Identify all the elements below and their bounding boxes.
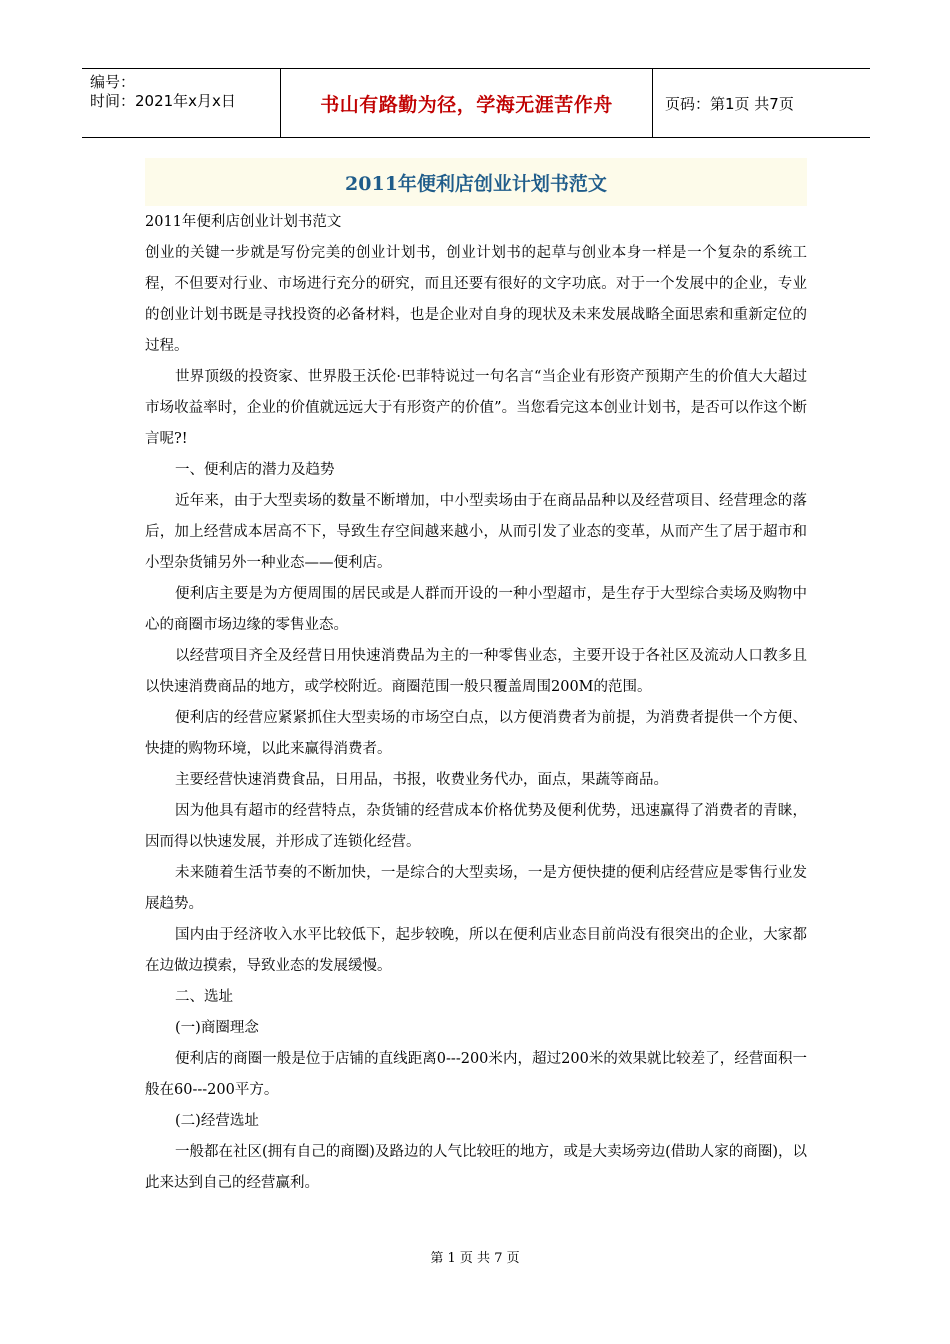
body-paragraph: 以经营项目齐全及经营日用快速消费品为主的一种零售业态，主要开设于各社区及流动人口教多且以快速消费商品的地方，或学校附近。商圈范围一般只覆盖周围200M的范围。 [145, 648, 807, 695]
header-left-cell [82, 69, 280, 137]
number-label: 编号： [90, 73, 136, 91]
title-band [145, 158, 807, 206]
subsection-heading: (一)商圈理念 [175, 1020, 259, 1036]
body-paragraph: 国内由于经济收入水平比较低下，起步较晚，所以在便利店业态目前尚没有很突出的企业，大家都在边做边摸索，导致业态的发展缓慢。 [145, 927, 807, 974]
document-title: 2011年便利店创业计划书范文 [345, 173, 607, 195]
section-heading: 二、选址 [175, 989, 233, 1005]
section-heading: 一、便利店的潜力及趋势 [175, 462, 335, 478]
body-paragraph: 便利店的商圈一般是位于店铺的直线距离0---200米内，超过200米的效果就比较差了，经营面积一般在60---200平方。 [145, 1051, 807, 1098]
body-paragraph: 近年来，由于大型卖场的数量不断增加，中小型卖场由于在商品品种以及经营项目、经营理念的落后，加上经营成本居高不下，导致生存空间越来越小，从而引发了业态的变革，从而产生了居于超市和小型杂货铺另外一种业态——便利店。 [145, 493, 807, 571]
subsection-heading: (二)经营选址 [175, 1113, 259, 1129]
page-label: 页码：第1页 共7页 [665, 94, 794, 113]
body-paragraph: 世界顶级的投资家、世界股王沃伦·巴菲特说过一句名言“当企业有形资产预期产生的价值大大超过市场收益率时，企业的价值就远远大于有形资产的价值”。当您看完这本创业计划书，是否可以作这个断言呢?! [145, 369, 807, 447]
header-page-cell [653, 69, 870, 137]
body-paragraph: 一般都在社区(拥有自己的商圈)及路边的人气比较旺的地方，或是大卖场旁边(借助人家的商圈)，以此来达到自己的经营赢利。 [145, 1144, 807, 1191]
motto-text: 书山有路勤为径，学海无涯苦作舟 [320, 93, 613, 116]
document-header [82, 68, 870, 138]
time-label: 时间：2021年x月x日 [90, 92, 236, 110]
document-body [145, 207, 807, 1199]
subtitle-paragraph: 2011年便利店创业计划书范文 [145, 214, 342, 230]
page-footer: 第 1 页 共 7 页 [430, 1251, 520, 1266]
body-paragraph: 未来随着生活节奏的不断加快，一是综合的大型卖场，一是方便快捷的便利店经营应是零售行业发展趋势。 [145, 865, 807, 912]
body-paragraph: 便利店主要是为方便周围的居民或是人群而开设的一种小型超市，是生存于大型综合卖场及购物中心的商圈市场边缘的零售业态。 [145, 586, 807, 633]
body-paragraph: 因为他具有超市的经营特点，杂货铺的经营成本价格优势及便利优势，迅速赢得了消费者的青睐，因而得以快速发展，并形成了连锁化经营。 [145, 803, 807, 850]
header-motto-cell [280, 69, 653, 137]
body-paragraph: 创业的关键一步就是写份完美的创业计划书，创业计划书的起草与创业本身一样是一个复杂的系统工程，不但要对行业、市场进行充分的研究，而且还要有很好的文字功底。对于一个发展中的企业，专业的创业计划书既是寻找投资的必备材料，也是企业对自身的现状及未来发展战略全面思索和重新定位的过程。 [145, 245, 807, 354]
body-paragraph: 便利店的经营应紧紧抓住大型卖场的市场空白点，以方便消费者为前提，为消费者提供一个方便、快捷的购物环境，以此来赢得消费者。 [145, 710, 807, 757]
body-paragraph: 主要经营快速消费食品，日用品，书报，收费业务代办，面点，果蔬等商品。 [175, 772, 668, 788]
